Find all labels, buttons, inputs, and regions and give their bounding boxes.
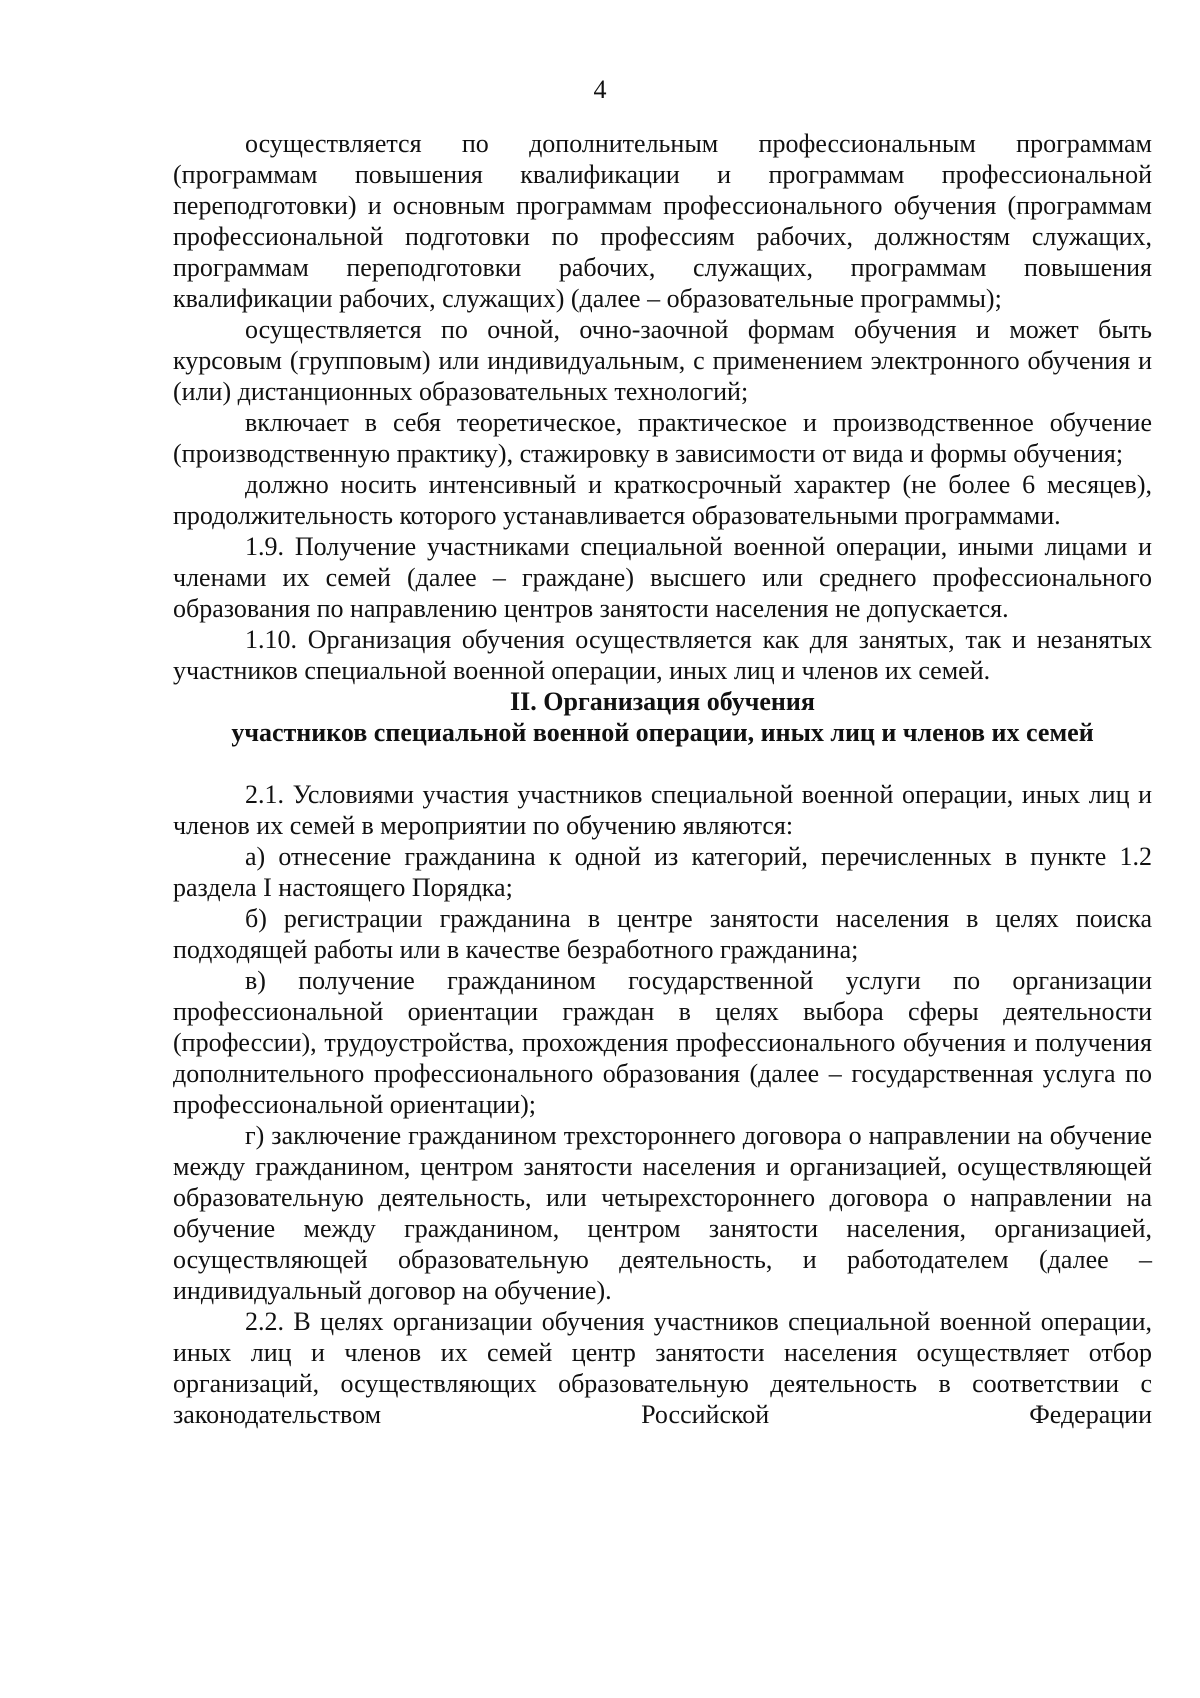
document-body [173,128,1152,1430]
paragraph-includes: включает в себя теоретическое, практическое и производственное обучение (производственную практику), стажировку в зависимости от вида и формы обучения; [173,408,1152,468]
paragraph-2-1-g: г) заключение гражданином трехстороннего договора о направлении на обучение между гражданином, центром занятости населения и организацией, осуществляющей образовательную деятельность, или четырехстороннего договора о направлении на обучение между гражданином, центром занятости населения, организацией, осуществляющей образовательную деятельность, и работодателем (далее – индивидуальный договор на обучение). [173,1121,1152,1305]
paragraph-2-2: 2.2. В целях организации обучения участников специальной военной операции, иных лиц и членов их семей центр занятости населения осуществляет отбор организаций, осуществляющих образовательную деятельность в соответствии с законодательством Российской Федерации [173,1307,1152,1429]
paragraph-1-10: 1.10. Организация обучения осуществляется как для занятых, так и незанятых участников специальной военной операции, иных лиц и членов их семей. [173,625,1152,685]
paragraph-2-1-a: а) отнесение гражданина к одной из категорий, перечисленных в пункте 1.2 раздела I настоящего Порядка; [173,842,1152,902]
paragraph-programs: осуществляется по дополнительным профессиональным программам (программам повышения квалификации и программам профессиональной переподготовки) и основным программам профессионального обучения (программам профессиональной подготовки по профессиям рабочих, должностям служащих, программам переподготовки рабочих, служащих, программам повышения квалификации рабочих, служащих) (далее – образовательные программы); [173,129,1152,313]
page-number: 4 [593,75,607,104]
paragraph-2-1-v: в) получение гражданином государственной услуги по организации профессиональной ориентации граждан в целях выбора сферы деятельности (профессии), трудоустройства, прохождения профессионального обучения и получения дополнительного профессионального образования (далее – государственная услуга по профессиональной ориентации); [173,966,1152,1119]
heading-spacer [173,748,1152,779]
section-heading-line2: участников специальной военной операции, иных лиц и членов их семей [231,718,1094,747]
paragraph-intensive: должно носить интенсивный и краткосрочный характер (не более 6 месяцев), продолжительность которого устанавливается образовательными программами. [173,470,1152,530]
paragraph-2-1: 2.1. Условиями участия участников специальной военной операции, иных лиц и членов их семей в мероприятии по обучению являются: [173,780,1152,840]
paragraph-2-1-b: б) регистрации гражданина в центре занятости населения в целях поиска подходящей работы или в качестве безработного гражданина; [173,904,1152,964]
section-heading-line1: II. Организация обучения [510,687,815,716]
paragraph-1-9: 1.9. Получение участниками специальной военной операции, иными лицами и членами их семей (далее – граждане) высшего или среднего профессионального образования по направлению центров занятости населения не допускается. [173,532,1152,623]
paragraph-forms: осуществляется по очной, очно-заочной формам обучения и может быть курсовым (групповым) или индивидуальным, с применением электронного обучения и (или) дистанционных образовательных технологий; [173,315,1152,406]
